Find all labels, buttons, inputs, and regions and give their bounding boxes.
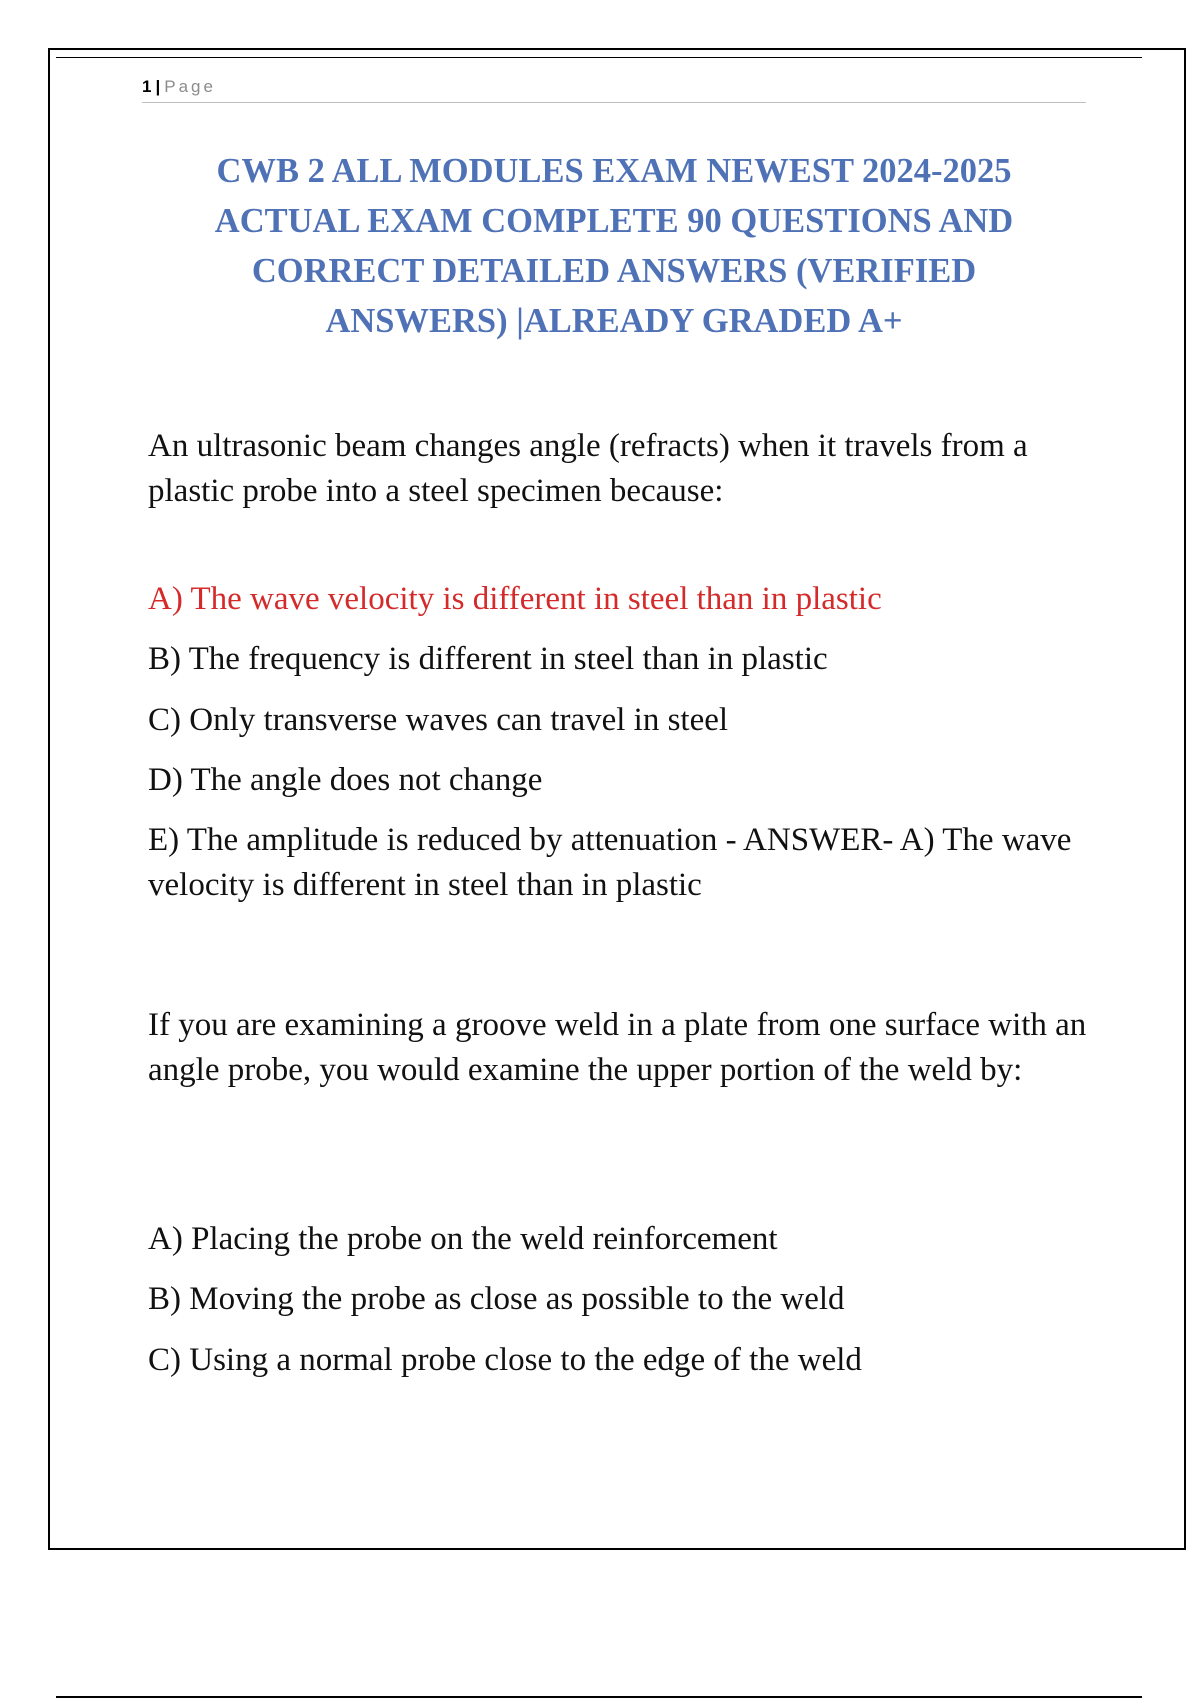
question-1-option-a-correct: A) The wave velocity is different in steel than in plastic — [148, 581, 882, 617]
document-title — [142, 146, 1086, 346]
question-1-text: An ultrasonic beam changes angle (refracts) when it travels from a plastic probe into a steel specimen because: — [148, 428, 1028, 509]
title-line: CWB 2 ALL MODULES EXAM NEWEST 2024-2025 — [216, 152, 1012, 190]
page-header — [142, 76, 1086, 103]
question-1-option-c: C) Only transverse waves can travel in steel — [148, 702, 729, 738]
title-line: ANSWERS) |ALREADY GRADED A+ — [325, 302, 903, 340]
question-2-option-b: B) Moving the probe as close as possible to the weld — [148, 1281, 845, 1317]
page-number: 1 — [142, 77, 152, 96]
question-1-option-b: B) The frequency is different in steel than in plastic — [148, 641, 828, 677]
frame-top-rule — [56, 57, 1142, 58]
title-line: CORRECT DETAILED ANSWERS (VERIFIED — [251, 252, 977, 290]
page-label: Page — [164, 77, 216, 96]
question-2-option-a: A) Placing the probe on the weld reinforcement — [148, 1221, 778, 1257]
question-2-text: If you are examining a groove weld in a plate from one surface with an angle probe, you would examine the upper portion of the weld by: — [148, 1007, 1087, 1088]
question-2-option-c: C) Using a normal probe close to the edge of the weld — [148, 1342, 862, 1378]
page-frame — [48, 48, 1186, 1550]
next-page-top-rule — [56, 1696, 1142, 1698]
question-1-option-e-answer: E) The amplitude is reduced by attenuation - ANSWER- A) The wave velocity is different in steel than in plastic — [148, 822, 1072, 903]
question-1-option-d: D) The angle does not change — [148, 762, 543, 798]
page-separator: | — [155, 77, 161, 96]
title-line: ACTUAL EXAM COMPLETE 90 QUESTIONS AND — [214, 202, 1014, 240]
